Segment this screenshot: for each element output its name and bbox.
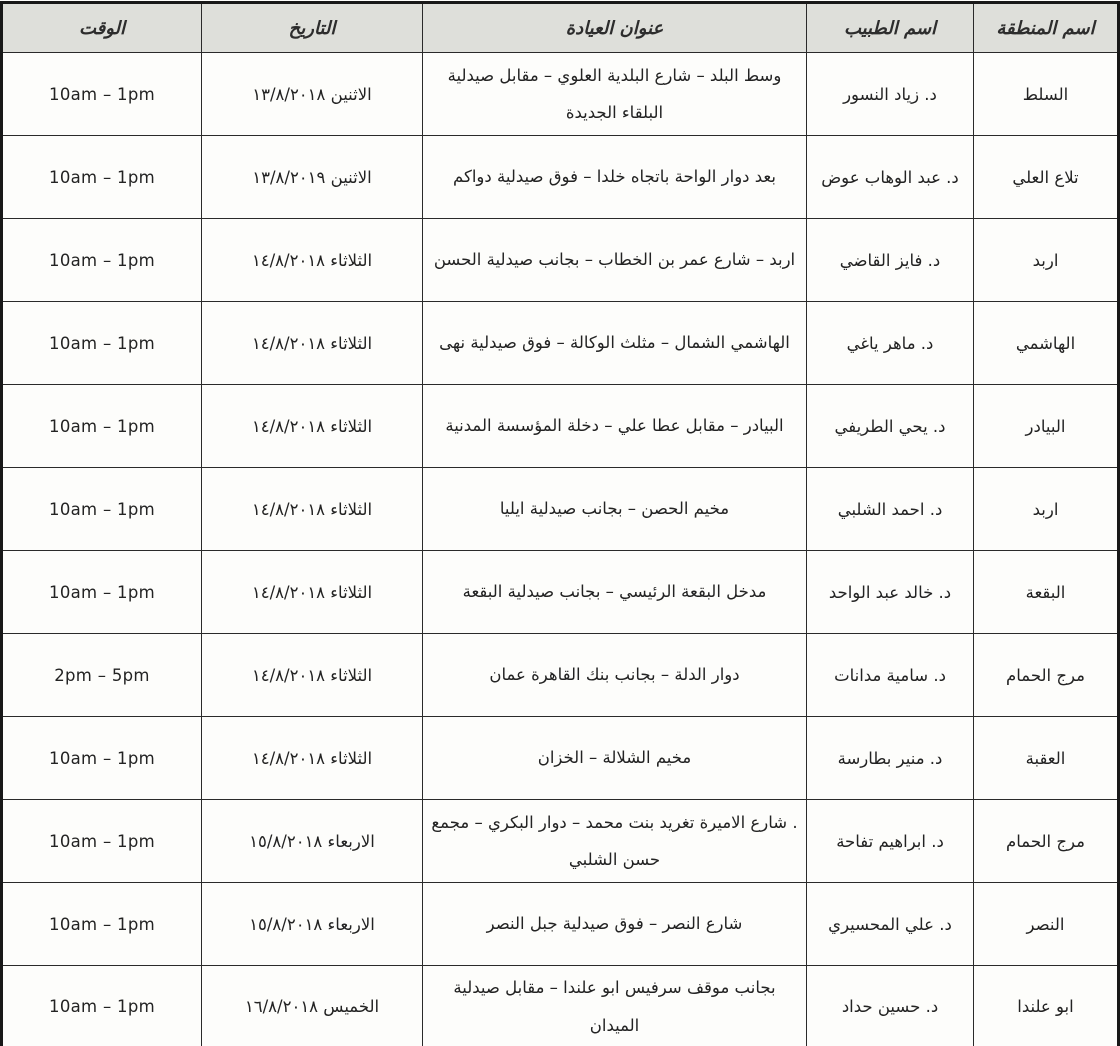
address-cell: مخيم الحصن – بجانب صيدلية ايليا xyxy=(423,468,807,551)
table-body xyxy=(2,53,1119,1046)
date-cell: الاثنين ١٣/٨/٢٠١٨ xyxy=(202,53,423,136)
area-cell: اربد xyxy=(974,468,1119,551)
date-cell: الثلاثاء ١٤/٨/٢٠١٨ xyxy=(202,551,423,634)
date-cell: الثلاثاء ١٤/٨/٢٠١٨ xyxy=(202,302,423,385)
time-cell: 10am – 1pm xyxy=(2,136,202,219)
date-cell: الثلاثاء ١٤/٨/٢٠١٨ xyxy=(202,634,423,717)
table-row xyxy=(2,717,1119,800)
doctor-cell: د. احمد الشلبي xyxy=(807,468,974,551)
date-cell: الخميس ١٦/٨/٢٠١٨ xyxy=(202,966,423,1046)
area-cell: مرج الحمام xyxy=(974,800,1119,883)
time-cell: 10am – 1pm xyxy=(2,551,202,634)
doctor-cell: د. خالد عبد الواحد xyxy=(807,551,974,634)
table-header-row xyxy=(2,3,1119,53)
header-area: اسم المنطقة xyxy=(974,3,1119,53)
table-row xyxy=(2,53,1119,136)
doctor-cell: د. عبد الوهاب عوض xyxy=(807,136,974,219)
doctor-cell: د. منير بطارسة xyxy=(807,717,974,800)
area-cell: تلاع العلي xyxy=(974,136,1119,219)
address-cell: الهاشمي الشمال – مثلث الوكالة – فوق صيدلية نهى xyxy=(423,302,807,385)
date-cell: الثلاثاء ١٤/٨/٢٠١٨ xyxy=(202,717,423,800)
time-cell: 10am – 1pm xyxy=(2,219,202,302)
table-row xyxy=(2,136,1119,219)
time-cell: 10am – 1pm xyxy=(2,717,202,800)
table-row xyxy=(2,385,1119,468)
table-row xyxy=(2,302,1119,385)
clinic-schedule-table xyxy=(0,1,1120,1046)
area-cell: البقعة xyxy=(974,551,1119,634)
time-cell: 10am – 1pm xyxy=(2,468,202,551)
header-address: عنوان العيادة xyxy=(423,3,807,53)
header-date: التاريخ xyxy=(202,3,423,53)
area-cell: النصر xyxy=(974,883,1119,966)
area-cell: البيادر xyxy=(974,385,1119,468)
table-row xyxy=(2,966,1119,1046)
table-row xyxy=(2,219,1119,302)
table-row xyxy=(2,883,1119,966)
time-cell: 10am – 1pm xyxy=(2,53,202,136)
table-row xyxy=(2,468,1119,551)
date-cell: الثلاثاء ١٤/٨/٢٠١٨ xyxy=(202,385,423,468)
area-cell: اربد xyxy=(974,219,1119,302)
date-cell: الاثنين ١٣/٨/٢٠١٩ xyxy=(202,136,423,219)
address-cell: دوار الدلة – بجانب بنك القاهرة عمان xyxy=(423,634,807,717)
area-cell: ابو علندا xyxy=(974,966,1119,1046)
time-cell: 10am – 1pm xyxy=(2,385,202,468)
time-cell: 10am – 1pm xyxy=(2,966,202,1046)
doctor-cell: د. يحي الطريفي xyxy=(807,385,974,468)
address-cell: بعد دوار الواحة باتجاه خلدا – فوق صيدلية دواكم xyxy=(423,136,807,219)
address-cell: البيادر – مقابل عطا علي – دخلة المؤسسة المدنية xyxy=(423,385,807,468)
doctor-cell: د. علي المحسيري xyxy=(807,883,974,966)
date-cell: الاربعاء ١٥/٨/٢٠١٨ xyxy=(202,883,423,966)
time-cell: 2pm – 5pm xyxy=(2,634,202,717)
address-cell: بجانب موقف سرفيس ابو علندا – مقابل صيدلية الميدان xyxy=(423,966,807,1046)
area-cell: الهاشمي xyxy=(974,302,1119,385)
date-cell: الاربعاء ١٥/٨/٢٠١٨ xyxy=(202,800,423,883)
doctor-cell: د. زياد النسور xyxy=(807,53,974,136)
area-cell: السلط xyxy=(974,53,1119,136)
table-row xyxy=(2,551,1119,634)
address-cell: شارع النصر – فوق صيدلية جبل النصر xyxy=(423,883,807,966)
date-cell: الثلاثاء ١٤/٨/٢٠١٨ xyxy=(202,219,423,302)
address-cell: مخيم الشلالة – الخزان xyxy=(423,717,807,800)
time-cell: 10am – 1pm xyxy=(2,302,202,385)
table-row xyxy=(2,800,1119,883)
time-cell: 10am – 1pm xyxy=(2,800,202,883)
area-cell: مرج الحمام xyxy=(974,634,1119,717)
address-cell: وسط البلد – شارع البلدية العلوي – مقابل صيدلية البلقاء الجديدة xyxy=(423,53,807,136)
time-cell: 10am – 1pm xyxy=(2,883,202,966)
doctor-cell: د. فايز القاضي xyxy=(807,219,974,302)
doctor-cell: د. ماهر ياغي xyxy=(807,302,974,385)
address-cell: اربد – شارع عمر بن الخطاب – بجانب صيدلية الحسن xyxy=(423,219,807,302)
doctor-cell: د. حسين حداد xyxy=(807,966,974,1046)
address-cell: مدخل البقعة الرئيسي – بجانب صيدلية البقعة xyxy=(423,551,807,634)
doctor-cell: د. ابراهيم تفاحة xyxy=(807,800,974,883)
header-doctor: اسم الطبيب xyxy=(807,3,974,53)
area-cell: العقبة xyxy=(974,717,1119,800)
address-cell: . شارع الاميرة تغريد بنت محمد – دوار البكري – مجمع حسن الشلبي xyxy=(423,800,807,883)
table-row xyxy=(2,634,1119,717)
date-cell: الثلاثاء ١٤/٨/٢٠١٨ xyxy=(202,468,423,551)
doctor-cell: د. سامية مدانات xyxy=(807,634,974,717)
header-time: الوقت xyxy=(2,3,202,53)
